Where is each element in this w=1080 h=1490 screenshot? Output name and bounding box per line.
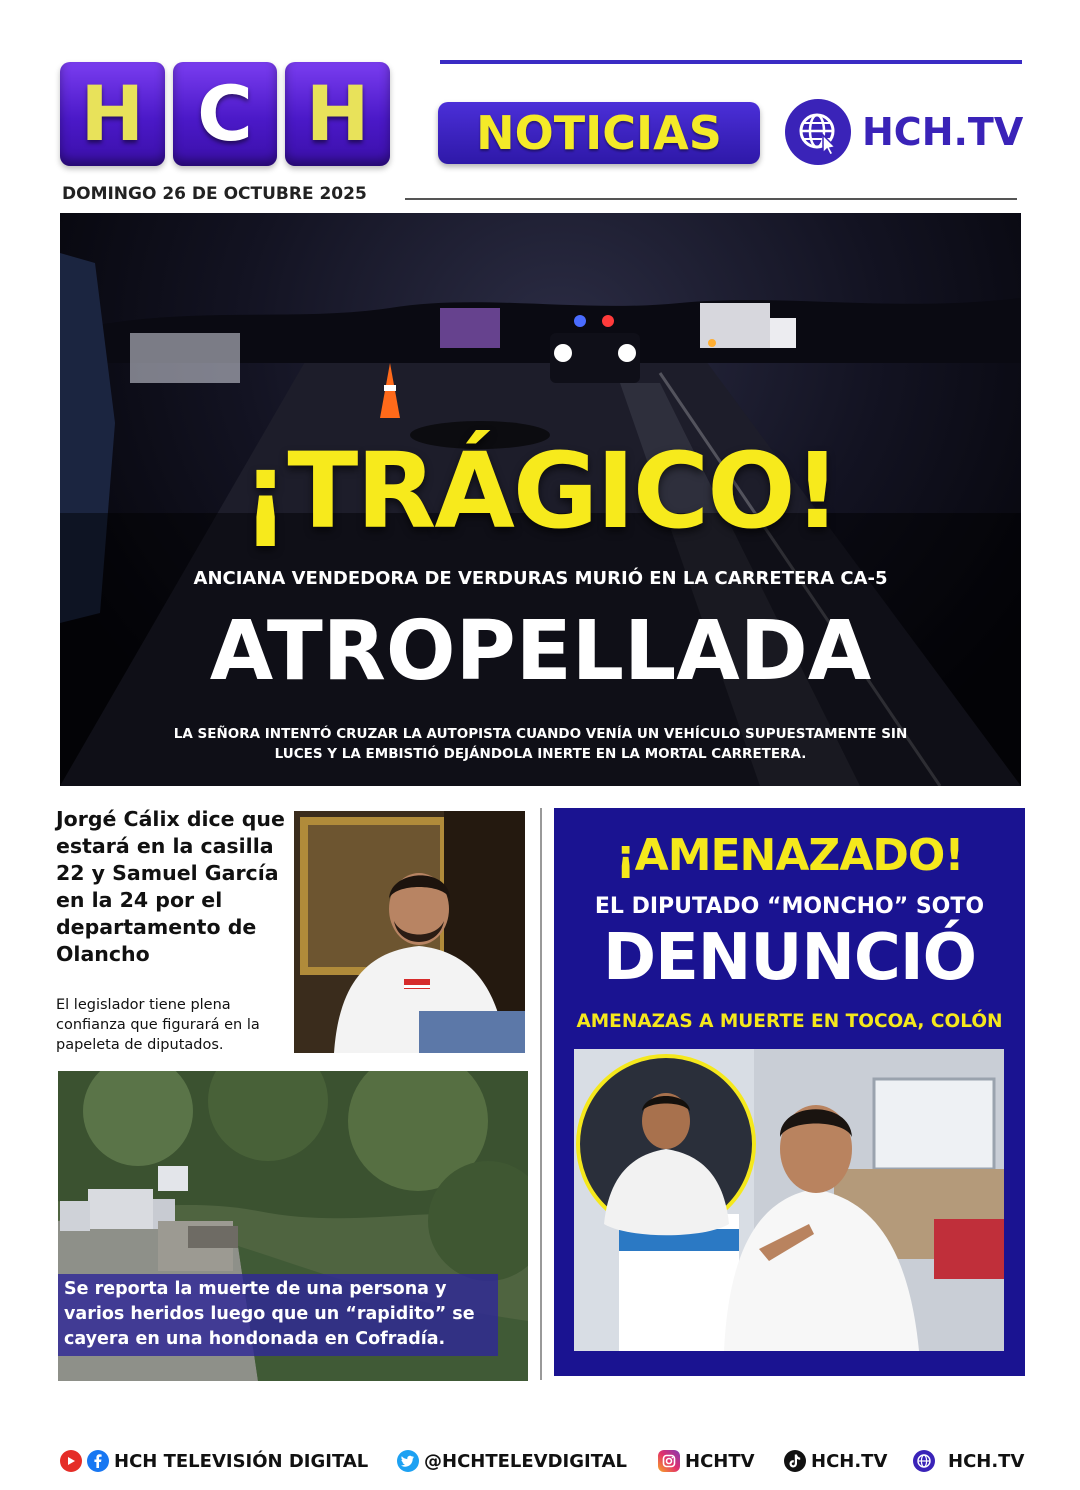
- site-label[interactable]: HCH.TV: [862, 110, 1024, 154]
- footer-item-website[interactable]: [913, 1444, 1024, 1478]
- social-footer: [60, 1444, 1025, 1478]
- header-rule: [440, 60, 1022, 64]
- story-left-headline[interactable]: Jorgé Cálix dice que estará en la casilla 22 y Samuel García en la 24 por el departamento de Olancho: [56, 807, 285, 966]
- footer-label-twitter: @HCHTELEVDIGITAL: [424, 1450, 628, 1472]
- instagram-icon: [658, 1450, 680, 1472]
- footer-item-tiktok[interactable]: [784, 1444, 887, 1478]
- section-badge: [438, 102, 760, 164]
- logo-tile-h1: [60, 62, 165, 166]
- youtube-icon: [60, 1450, 82, 1472]
- story-bottom-caption: Se reporta la muerte de una persona y varios heridos luego que un “rapidito” se cayera en una hondonada en Cofradía.: [58, 1274, 498, 1356]
- twitter-icon: [397, 1450, 419, 1472]
- footer-item-instagram[interactable]: [658, 1444, 755, 1478]
- footer-label-instagram: HCHTV: [685, 1450, 755, 1472]
- section-badge-label: NOTICIAS: [476, 106, 722, 160]
- footer-item-twitter[interactable]: [397, 1444, 627, 1478]
- hero-summary: LA SEÑORA INTENTÓ CRUZAR LA AUTOPISTA CUANDO VENÍA UN VEHÍCULO SUPUESTAMENTE SIN LUCES Y LA EMBISTIÓ DEJÁNDOLA INERTE EN LA MORTAL CARRETERA.: [173, 726, 908, 762]
- hero-title: ¡TRÁGICO!: [241, 430, 840, 552]
- story-left-photo[interactable]: [294, 811, 525, 1053]
- column-divider: [540, 808, 542, 1380]
- logo-tile-c: [173, 62, 278, 166]
- issue-date: DOMINGO 26 DE OCTUBRE 2025: [62, 184, 367, 204]
- hero-story[interactable]: [60, 213, 1021, 786]
- footer-label-tiktok: HCH.TV: [811, 1450, 888, 1472]
- footer-item-hch-television[interactable]: [60, 1444, 368, 1478]
- footer-label-hch-television: HCH TELEVISIÓN DIGITAL: [114, 1450, 369, 1472]
- date-rule: [405, 198, 1017, 200]
- story-right-kicker: EL DIPUTADO “MONCHO” SOTO: [594, 894, 985, 919]
- story-right-photo: [574, 1049, 1004, 1351]
- facebook-icon: [87, 1450, 109, 1472]
- logo-letter-h1: H: [80, 69, 145, 158]
- globe-icon: [913, 1450, 935, 1472]
- logo-letter-h2: H: [305, 69, 370, 158]
- logo-letter-c: C: [197, 69, 253, 158]
- hero-headline: ATROPELLADA: [209, 604, 872, 699]
- story-right-subheadline: AMENAZAS A MUERTE EN TOCOA, COLÓN: [576, 1011, 1003, 1032]
- story-right-headline: DENUNCIÓ: [602, 921, 977, 995]
- globe-cursor-icon[interactable]: [785, 99, 851, 165]
- hch-logo[interactable]: [60, 62, 390, 166]
- hero-kicker: ANCIANA VENDEDORA DE VERDURAS MURIÓ EN LA CARRETERA CA-5: [193, 568, 888, 589]
- tiktok-icon: [784, 1450, 806, 1472]
- story-right-panel[interactable]: [554, 808, 1025, 1376]
- story-left-summary: El legislador tiene plena confianza que figurará en la papeleta de diputados.: [56, 997, 260, 1053]
- story-right-title: ¡AMENAZADO!: [615, 830, 964, 881]
- logo-tile-h2: [285, 62, 390, 166]
- footer-label-website: HCH.TV: [948, 1450, 1025, 1472]
